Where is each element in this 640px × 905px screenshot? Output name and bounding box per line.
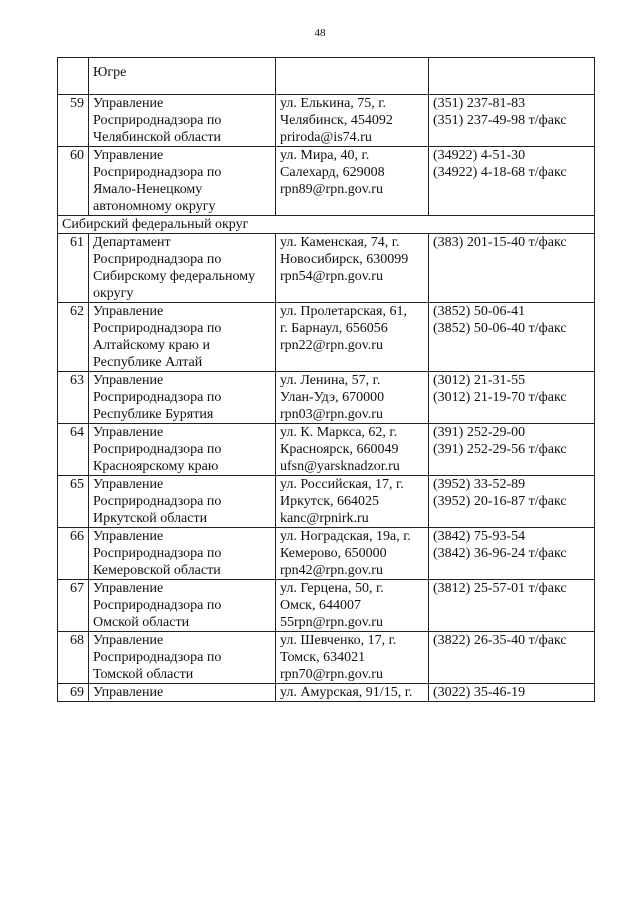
address-line: Салехард, 629008 xyxy=(280,165,385,180)
cell-organization xyxy=(89,684,276,702)
table-row xyxy=(58,303,595,372)
cell-address xyxy=(276,632,429,684)
cell-phone xyxy=(429,684,595,702)
organization-line: Сибирскому федеральному xyxy=(93,269,256,284)
cell-phone xyxy=(429,632,595,684)
organization-line: Росприроднадзора по xyxy=(93,546,222,561)
phone-line: (3852) 50-06-40 т/факс xyxy=(433,321,567,336)
cell-address xyxy=(276,234,429,303)
organization-line: Управление xyxy=(93,425,164,440)
address-line: ул. Ленина, 57, г. xyxy=(280,373,381,388)
cell-phone xyxy=(429,303,595,372)
phone-line: (3022) 35-46-19 xyxy=(433,685,526,700)
table-row xyxy=(58,424,595,476)
address-line: ул. Пролетарская, 61, xyxy=(280,304,407,319)
phone-line: (3952) 20-16-87 т/факс xyxy=(433,494,567,509)
organization-line: Росприроднадзора по xyxy=(93,390,222,405)
organization-line: Росприроднадзора по xyxy=(93,165,222,180)
phone-line: (34922) 4-51-30 xyxy=(433,148,526,163)
organization-line: автономному округу xyxy=(93,199,216,214)
cell-phone xyxy=(429,580,595,632)
address-line: rpn89@rpn.gov.ru xyxy=(280,182,383,197)
address-line: ufsn@yarsknadzor.ru xyxy=(280,459,400,474)
cell-address xyxy=(276,147,429,216)
cell-address xyxy=(276,303,429,372)
cell-organization xyxy=(89,476,276,528)
address-line: г. Барнаул, 656056 xyxy=(280,321,388,336)
cell-address xyxy=(276,528,429,580)
table-row xyxy=(58,528,595,580)
cell-organization xyxy=(89,95,276,147)
table-row xyxy=(58,147,595,216)
office-registry-table xyxy=(57,57,595,702)
organization-line: Росприроднадзора по xyxy=(93,598,222,613)
address-line: rpn42@rpn.gov.ru xyxy=(280,563,383,578)
organization-line: Алтайскому краю и xyxy=(93,338,210,353)
table-row xyxy=(58,684,595,702)
address-line: Улан-Удэ, 670000 xyxy=(280,390,385,405)
cell-organization xyxy=(89,424,276,476)
cell-number: 67 xyxy=(58,580,89,632)
phone-line: (3822) 26-35-40 т/факс xyxy=(433,633,567,648)
cell-phone xyxy=(429,95,595,147)
cell-organization xyxy=(89,528,276,580)
address-line: Кемерово, 650000 xyxy=(280,546,387,561)
phone-line: (3852) 50-06-41 xyxy=(433,304,526,319)
address-line: rpn54@rpn.gov.ru xyxy=(280,269,383,284)
organization-line: Департамент xyxy=(93,235,171,250)
organization-line: Челябинской области xyxy=(93,130,221,145)
address-line: Иркутск, 664025 xyxy=(280,494,380,509)
organization-line: Росприроднадзора по xyxy=(93,252,222,267)
table-row-section-header xyxy=(58,216,595,234)
organization-line: Управление xyxy=(93,633,164,648)
cell-organization xyxy=(89,234,276,303)
organization-line: Росприроднадзора по xyxy=(93,650,222,665)
table-row xyxy=(58,476,595,528)
address-line: ул. Каменская, 74, г. xyxy=(280,235,400,250)
cell-number: 66 xyxy=(58,528,89,580)
address-line: ул. Шевченко, 17, г. xyxy=(280,633,397,648)
organization-line: округу xyxy=(93,286,134,301)
cell-phone xyxy=(429,234,595,303)
table-row xyxy=(58,95,595,147)
table-row xyxy=(58,372,595,424)
address-line: ул. Елькина, 75, г. xyxy=(280,96,386,111)
cell-organization xyxy=(89,147,276,216)
table-row xyxy=(58,632,595,684)
phone-line: (34922) 4-18-68 т/факс xyxy=(433,165,567,180)
address-line: ул. Герцена, 50, г. xyxy=(280,581,384,596)
cell-number: 65 xyxy=(58,476,89,528)
phone-line: (351) 237-81-83 xyxy=(433,96,526,111)
cell-address xyxy=(276,372,429,424)
cell-number: 69 xyxy=(58,684,89,702)
organization-line: Управление xyxy=(93,477,164,492)
organization-line: Управление xyxy=(93,96,164,111)
table-row xyxy=(58,234,595,303)
cell-number: 68 xyxy=(58,632,89,684)
organization-line: Росприроднадзора по xyxy=(93,321,222,336)
cell-address xyxy=(276,476,429,528)
organization-line: Югре xyxy=(93,65,127,80)
organization-line: Управление xyxy=(93,581,164,596)
organization-line: Республике Бурятия xyxy=(93,407,214,422)
cell-number: 60 xyxy=(58,147,89,216)
address-line: ул. К. Маркса, 62, г. xyxy=(280,425,398,440)
cell-address xyxy=(276,580,429,632)
table-row xyxy=(58,580,595,632)
address-line: ул. Ноградская, 19а, г. xyxy=(280,529,411,544)
organization-line: Республике Алтай xyxy=(93,355,203,370)
organization-line: Томской области xyxy=(93,667,194,682)
address-line: Омск, 644007 xyxy=(280,598,361,613)
address-line: rpn70@rpn.gov.ru xyxy=(280,667,383,682)
address-line: ул. Российская, 17, г. xyxy=(280,477,404,492)
cell-address xyxy=(276,95,429,147)
organization-line: Управление xyxy=(93,529,164,544)
phone-line: (351) 237-49-98 т/факс xyxy=(433,113,567,128)
address-line: rpn22@rpn.gov.ru xyxy=(280,338,383,353)
phone-line: (3842) 36-96-24 т/факс xyxy=(433,546,567,561)
address-line: 55rpn@rpn.gov.ru xyxy=(280,615,383,630)
organization-line: Ямало-Ненецкому xyxy=(93,182,203,197)
phone-line: (383) 201-15-40 т/факс xyxy=(433,235,567,250)
phone-line: (3842) 75-93-54 xyxy=(433,529,526,544)
phone-line: (3812) 25-57-01 т/факс xyxy=(433,581,567,596)
cell-number: 62 xyxy=(58,303,89,372)
organization-line: Росприроднадзора по xyxy=(93,113,222,128)
phone-line: (391) 252-29-00 xyxy=(433,425,526,440)
cell-number xyxy=(58,58,89,95)
address-line: Новосибирск, 630099 xyxy=(280,252,409,267)
address-line: ул. Амурская, 91/15, г. xyxy=(280,685,413,700)
cell-phone xyxy=(429,528,595,580)
organization-line: Омской области xyxy=(93,615,190,630)
phone-line: (391) 252-29-56 т/факс xyxy=(433,442,567,457)
cell-phone xyxy=(429,476,595,528)
cell-number: 59 xyxy=(58,95,89,147)
table-body-ural xyxy=(58,58,595,216)
phone-line: (3012) 21-19-70 т/факс xyxy=(433,390,567,405)
organization-line: Управление xyxy=(93,304,164,319)
section-header: Сибирский федеральный округ xyxy=(58,216,595,234)
address-line: Красноярск, 660049 xyxy=(280,442,399,457)
cell-organization xyxy=(89,580,276,632)
address-line: rpn03@rpn.gov.ru xyxy=(280,407,383,422)
table-body-section xyxy=(58,216,595,234)
organization-line: Управление xyxy=(93,685,164,700)
cell-number: 64 xyxy=(58,424,89,476)
cell-phone xyxy=(429,424,595,476)
table-body-siberia xyxy=(58,234,595,702)
cell-address xyxy=(276,424,429,476)
cell-organization xyxy=(89,372,276,424)
cell-number: 61 xyxy=(58,234,89,303)
phone-line: (3012) 21-31-55 xyxy=(433,373,526,388)
cell-number: 63 xyxy=(58,372,89,424)
organization-line: Красноярскому краю xyxy=(93,459,219,474)
organization-line: Управление xyxy=(93,148,164,163)
cell-phone xyxy=(429,372,595,424)
cell-address xyxy=(276,58,429,95)
table-row-continuation xyxy=(58,58,595,95)
organization-line: Росприроднадзора по xyxy=(93,442,222,457)
organization-line: Иркутской области xyxy=(93,511,208,526)
organization-line: Кемеровской области xyxy=(93,563,221,578)
cell-organization xyxy=(89,58,276,95)
cell-address xyxy=(276,684,429,702)
cell-organization xyxy=(89,632,276,684)
organization-line: Управление xyxy=(93,373,164,388)
cell-phone xyxy=(429,58,595,95)
phone-line: (3952) 33-52-89 xyxy=(433,477,526,492)
address-line: Челябинск, 454092 xyxy=(280,113,393,128)
address-line: Томск, 634021 xyxy=(280,650,366,665)
organization-line: Росприроднадзора по xyxy=(93,494,222,509)
page-number: 48 xyxy=(314,27,326,39)
address-line: ул. Мира, 40, г. xyxy=(280,148,370,163)
address-line: priroda@is74.ru xyxy=(280,130,372,145)
cell-phone xyxy=(429,147,595,216)
address-line: kanc@rpnirk.ru xyxy=(280,511,369,526)
cell-organization xyxy=(89,303,276,372)
